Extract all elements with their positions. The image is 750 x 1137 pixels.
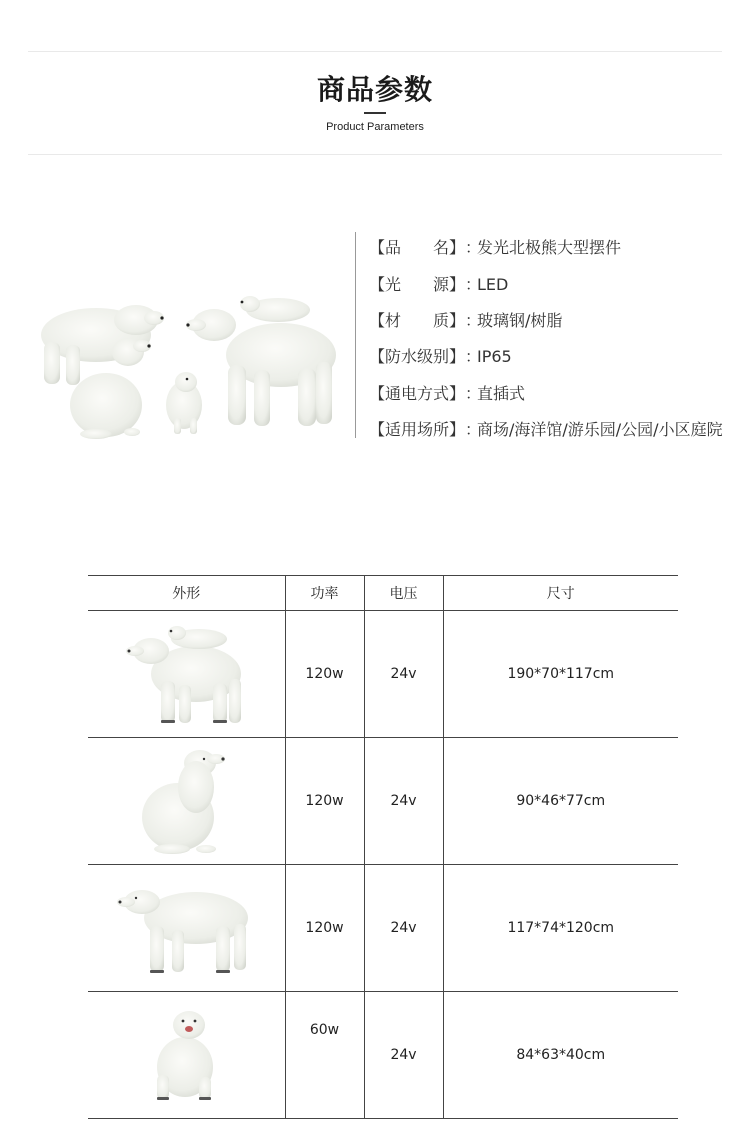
- spec-separator: ：: [465, 275, 482, 294]
- spec-row-power-method: [369, 383, 525, 405]
- spec-value: 直插式: [477, 384, 526, 403]
- polar-bear-with-cub-on-back-icon: [121, 619, 251, 729]
- voltage-cell: 24v: [364, 865, 443, 992]
- spec-separator: ：: [465, 420, 482, 439]
- shape-cell: [88, 738, 285, 865]
- walking-polar-bear-icon: [116, 876, 256, 980]
- spec-row-name: [369, 237, 621, 259]
- sitting-polar-bear-icon: [136, 745, 236, 857]
- table-header-row: [88, 576, 678, 611]
- title-underline: [364, 112, 386, 114]
- table-row: [88, 738, 678, 865]
- header-bottom-divider: [28, 154, 722, 155]
- spec-value: 商场/海洋馆/游乐园/公园/小区庭院: [477, 420, 723, 439]
- size-cell: 84*63*40cm: [443, 992, 678, 1119]
- table-row: [88, 992, 678, 1119]
- shape-cell: [88, 992, 285, 1119]
- power-cell: 120w: [285, 865, 364, 992]
- size-cell: 90*46*77cm: [443, 738, 678, 865]
- spec-value: IP65: [477, 347, 512, 366]
- spec-label: 【品 名】: [369, 238, 466, 257]
- header-voltage: 电压: [364, 576, 443, 611]
- spec-value: 玻璃钢/树脂: [477, 311, 563, 330]
- size-cell: 190*70*117cm: [443, 611, 678, 738]
- spec-separator: ：: [465, 238, 482, 257]
- polar-bear-cub-icon: [151, 1005, 221, 1105]
- voltage-cell: 24v: [364, 738, 443, 865]
- shape-cell: [88, 611, 285, 738]
- spec-row-material: [369, 310, 562, 332]
- spec-label: 【材 质】: [369, 311, 466, 330]
- specs-divider: [355, 232, 356, 438]
- polar-bear-family-photo: [36, 290, 342, 440]
- power-cell: 60w: [285, 992, 364, 1119]
- spec-separator: ：: [465, 347, 482, 366]
- spec-label: 【通电方式】: [369, 384, 466, 403]
- spec-row-applicable-places: [369, 419, 723, 441]
- header-power: 功率: [285, 576, 364, 611]
- spec-separator: ：: [465, 384, 482, 403]
- page-subtitle: Product Parameters: [326, 121, 424, 133]
- power-cell: 120w: [285, 738, 364, 865]
- product-table: [88, 575, 678, 1119]
- spec-row-waterproof: [369, 346, 512, 368]
- size-cell: 117*74*120cm: [443, 865, 678, 992]
- power-cell: 120w: [285, 611, 364, 738]
- spec-value: LED: [477, 275, 509, 294]
- spec-value: 发光北极熊大型摆件: [477, 238, 622, 257]
- spec-label: 【光 源】: [369, 275, 466, 294]
- voltage-cell: 24v: [364, 992, 443, 1119]
- spec-row-light-source: [369, 274, 508, 296]
- spec-separator: ：: [465, 311, 482, 330]
- spec-label: 【适用场所】: [369, 420, 466, 439]
- shape-cell: [88, 865, 285, 992]
- voltage-cell: 24v: [364, 611, 443, 738]
- page-title: 商品参数: [316, 73, 433, 106]
- cub: [166, 372, 202, 434]
- big-bear-with-cub: [186, 296, 336, 426]
- header-size: 尺寸: [443, 576, 678, 611]
- top-divider: [28, 51, 722, 52]
- table-row: [88, 611, 678, 738]
- spec-label: 【防水级别】: [369, 347, 466, 366]
- table-row: [88, 865, 678, 992]
- header-shape: 外形: [88, 576, 285, 611]
